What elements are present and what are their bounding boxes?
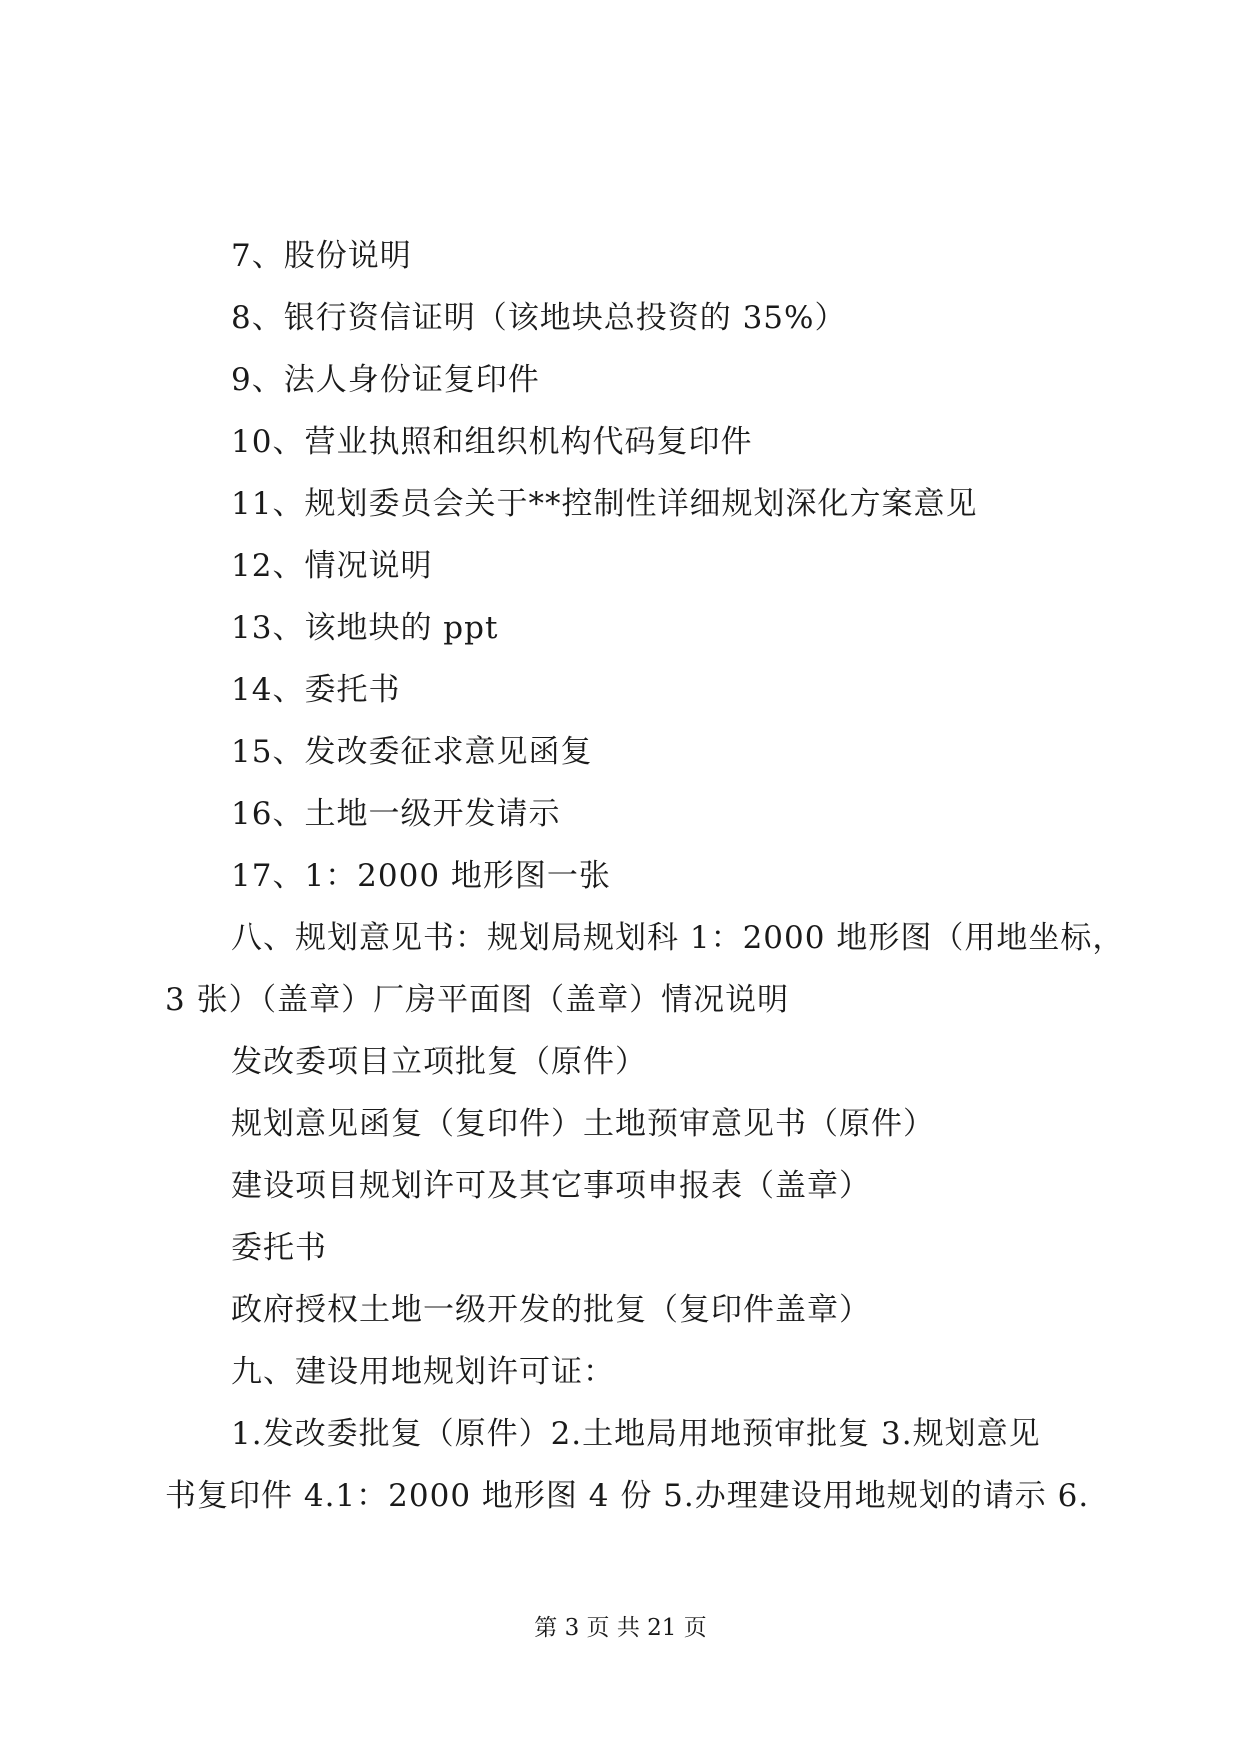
text-line: 7、股份说明 [231,238,412,274]
text-line: 15、发改委征求意见函复 [231,734,593,770]
text-line: 3 张）（盖章）厂房平面图（盖章）情况说明 [165,982,790,1018]
text-line: 17、1：2000 地形图一张 [231,858,611,894]
text-line: 书复印件 4.1：2000 地形图 4 份 5.办理建设用地规划的请示 6. [165,1478,1090,1514]
text-line: 8、银行资信证明（该地块总投资的 35%） [231,300,847,336]
text-line: 9、法人身份证复印件 [231,362,540,398]
text-line: 发改委项目立项批复（原件） [231,1044,647,1080]
text-line: 14、委托书 [231,672,401,708]
text-line: 11、规划委员会关于**控制性详细规划深化方案意见 [231,486,978,522]
page-number-footer: 第 3 页 共 21 页 [534,1615,707,1641]
text-line: 九、建设用地规划许可证： [231,1354,615,1390]
text-line: 10、营业执照和组织机构代码复印件 [231,424,753,460]
text-line: 八、规划意见书：规划局规划科 1：2000 地形图（用地坐标， [231,920,1125,956]
text-line: 16、土地一级开发请示 [231,796,561,832]
text-line: 1.发改委批复（原件）2.土地局用地预审批复 3.规划意见 [231,1416,1041,1452]
text-line: 12、情况说明 [231,548,433,584]
text-line: 规划意见函复（复印件）土地预审意见书（原件） [231,1106,935,1142]
text-line: 13、该地块的 ppt [231,610,499,646]
text-line: 建设项目规划许可及其它事项申报表（盖章） [231,1168,871,1204]
text-line: 委托书 [231,1230,327,1266]
text-line: 政府授权土地一级开发的批复（复印件盖章） [231,1292,871,1328]
